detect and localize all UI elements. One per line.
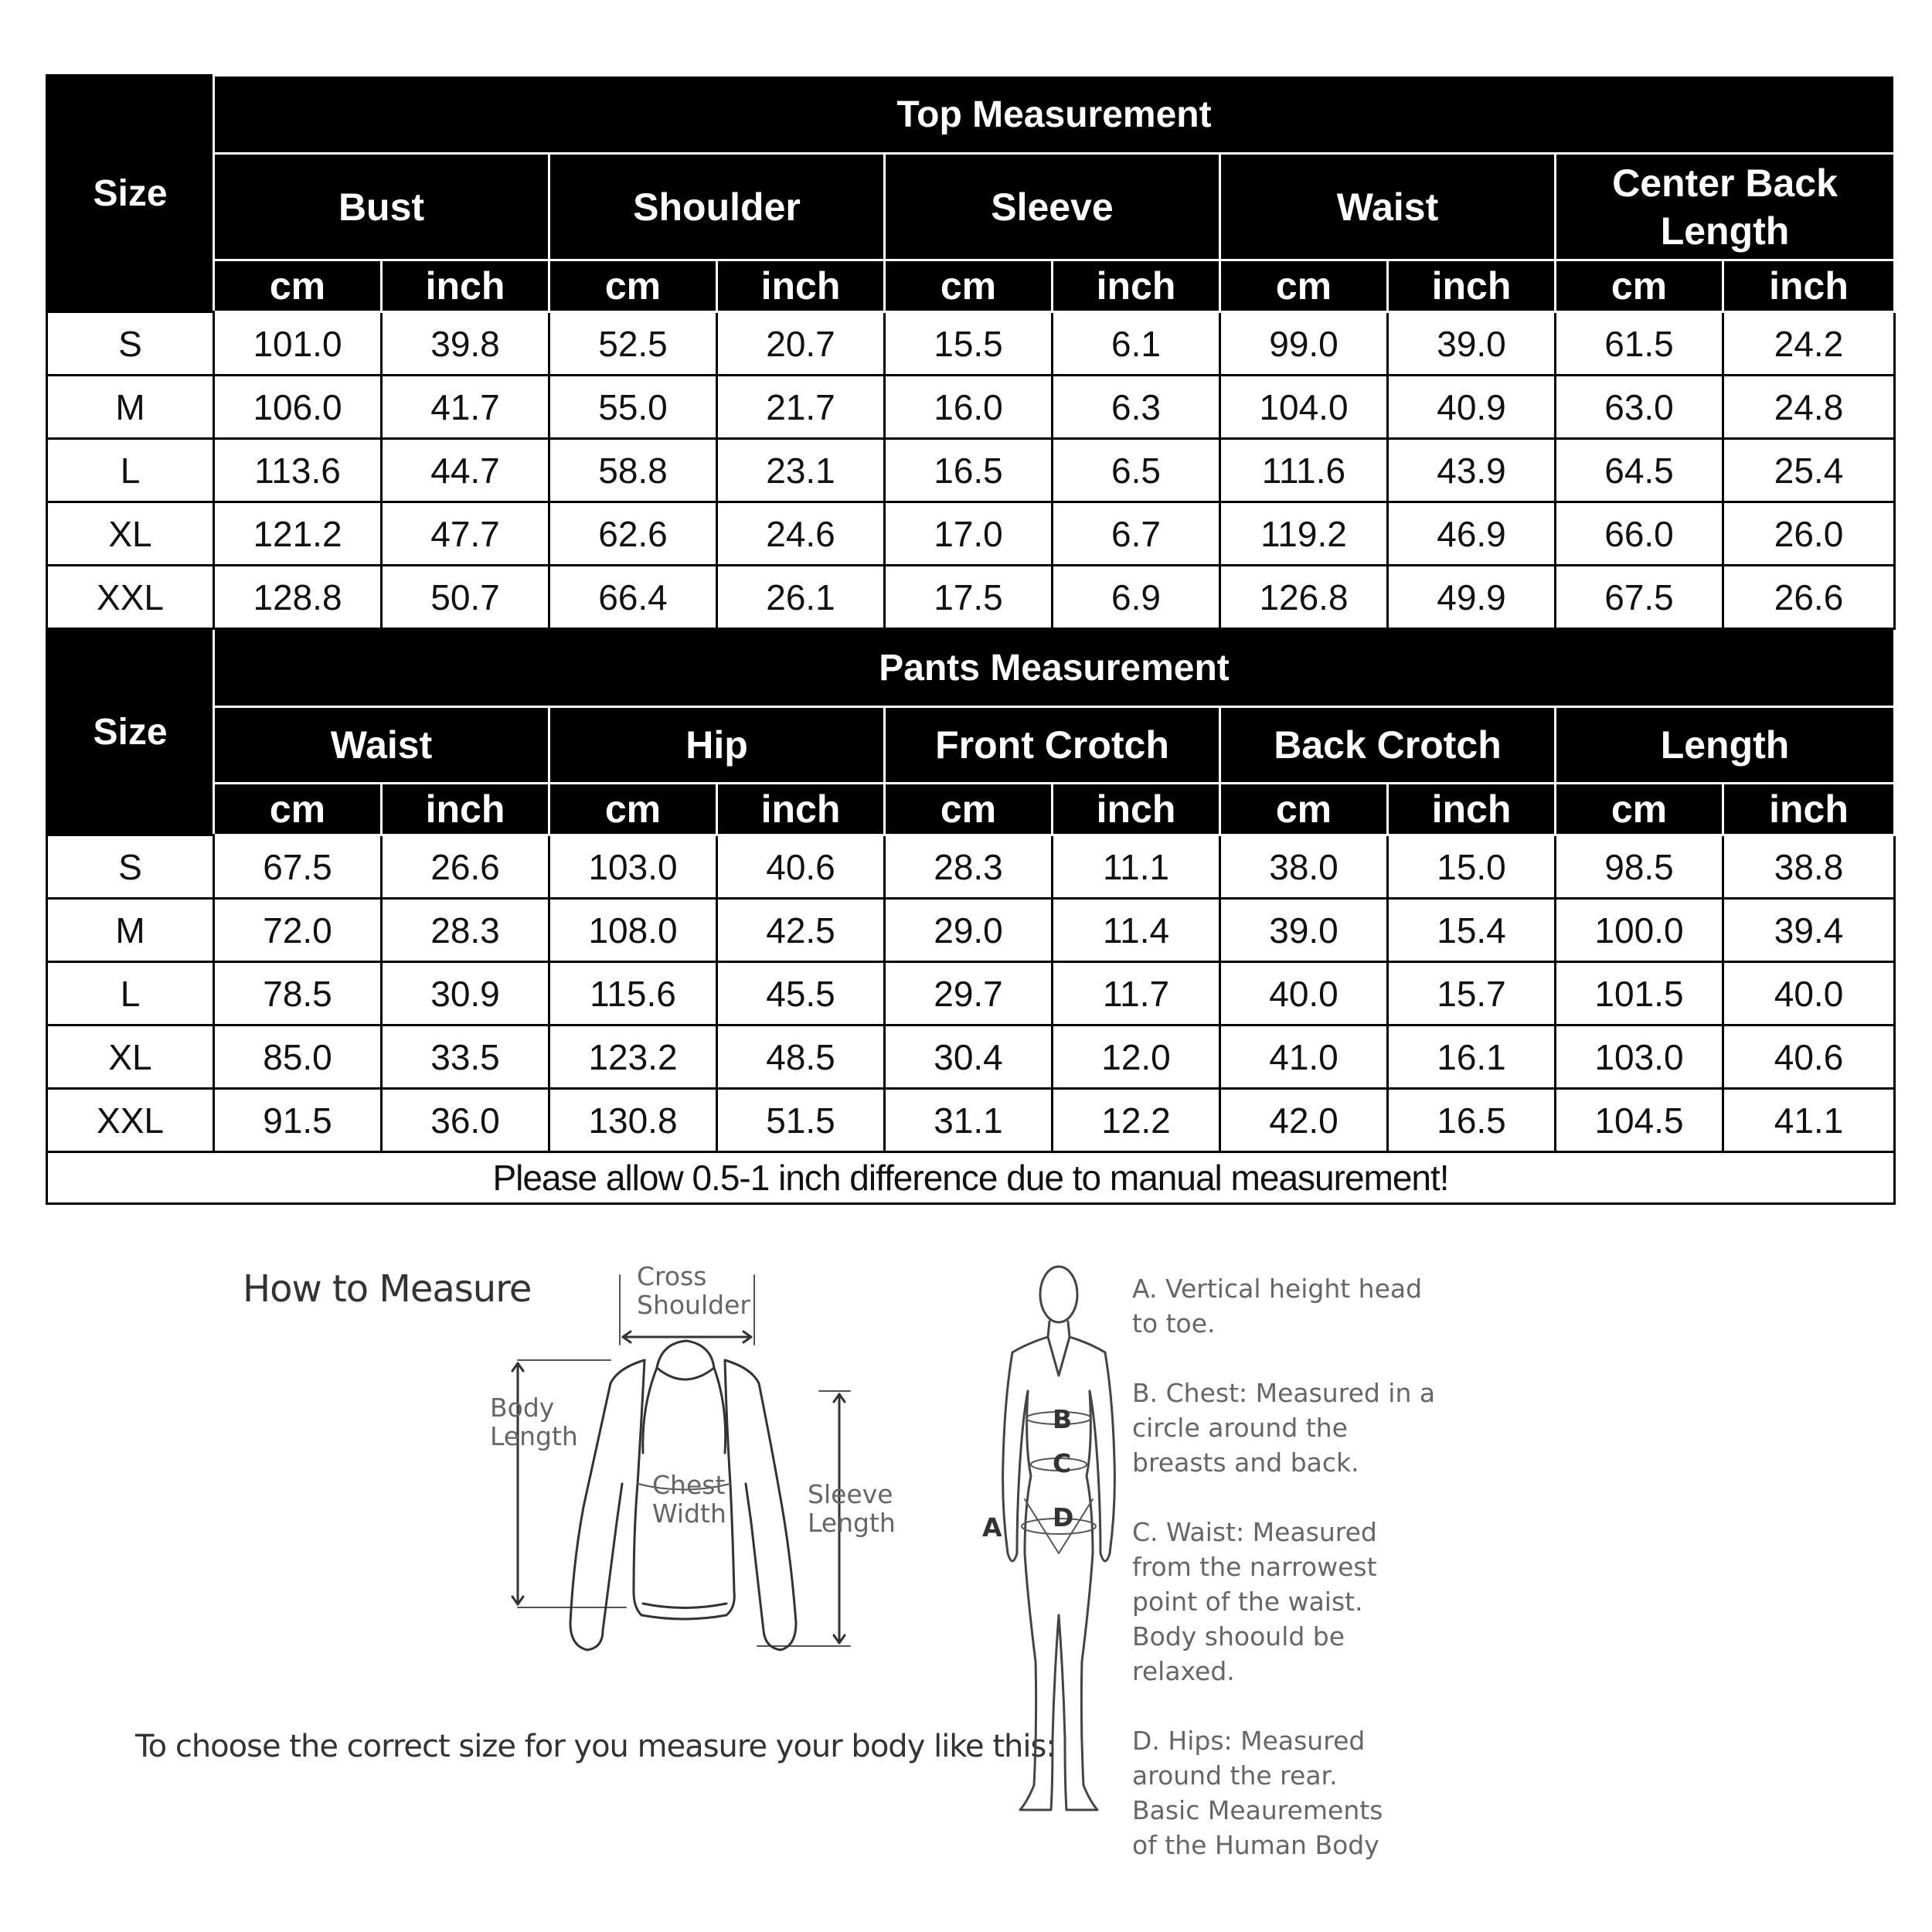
measurement-cell: 24.2 [1723, 312, 1895, 376]
measurement-cell: 62.6 [549, 502, 717, 566]
measurement-cell: 45.5 [717, 962, 885, 1026]
measurement-cell: 40.6 [717, 835, 885, 899]
measurement-cell: 26.6 [382, 835, 549, 899]
table-row [47, 439, 1895, 502]
measurement-cell: 51.5 [717, 1089, 885, 1152]
measurement-definitions [1132, 1271, 1441, 1897]
table-row [47, 502, 1895, 566]
measurement-cell: 38.0 [1220, 835, 1388, 899]
pants-measure-names [47, 707, 1895, 784]
note-row [47, 1152, 1895, 1204]
measurement-cell: 30.9 [382, 962, 549, 1026]
measurement-cell: 6.1 [1053, 312, 1220, 376]
measurement-cell: 106.0 [214, 376, 382, 439]
measurement-cell: 46.9 [1388, 502, 1556, 566]
body-letter-b: B [1053, 1404, 1073, 1434]
measurement-cell: 15.0 [1388, 835, 1556, 899]
measurement-cell: 98.5 [1556, 835, 1723, 899]
measurement-cell: 17.5 [885, 566, 1053, 629]
measurement-cell: 41.7 [382, 376, 549, 439]
measurement-cell: 47.7 [382, 502, 549, 566]
measurement-cell: 63.0 [1556, 376, 1723, 439]
table-row [47, 312, 1895, 376]
table-row [47, 376, 1895, 439]
unit-inch: inch [1388, 784, 1556, 835]
measurement-cell: 40.0 [1723, 962, 1895, 1026]
measurement-cell: 16.1 [1388, 1026, 1556, 1089]
measurement-cell: 128.8 [214, 566, 382, 629]
pants-col-length: Length [1556, 707, 1895, 784]
measurement-cell: 15.4 [1388, 899, 1556, 962]
top-measure-names [47, 154, 1895, 260]
unit-cm: cm [549, 784, 717, 835]
body-letter-c: C [1053, 1448, 1072, 1478]
measurement-cell: 6.9 [1053, 566, 1220, 629]
measurement-cell: 130.8 [549, 1089, 717, 1152]
measurement-cell: 61.5 [1556, 312, 1723, 376]
unit-inch: inch [382, 260, 549, 312]
measurement-cell: 29.7 [885, 962, 1053, 1026]
measurement-cell: 25.4 [1723, 439, 1895, 502]
table-row [47, 962, 1895, 1026]
measurement-cell: 67.5 [1556, 566, 1723, 629]
measurement-cell: 50.7 [382, 566, 549, 629]
measurement-cell: 39.8 [382, 312, 549, 376]
measurement-cell: 15.5 [885, 312, 1053, 376]
measurement-cell: 40.9 [1388, 376, 1556, 439]
unit-cm: cm [214, 260, 382, 312]
size-cell: M [47, 899, 214, 962]
pants-col-front-crotch: Front Crotch [885, 707, 1220, 784]
measurement-cell: 55.0 [549, 376, 717, 439]
size-cell: XXL [47, 1089, 214, 1152]
measurement-cell: 16.0 [885, 376, 1053, 439]
definition-a: A. Vertical height head to toe. [1132, 1274, 1423, 1338]
measurement-cell: 16.5 [1388, 1089, 1556, 1152]
measurement-cell: 123.2 [549, 1026, 717, 1089]
measurement-cell: 28.3 [885, 835, 1053, 899]
definition-b: B. Chest: Measured in a circle around the breasts and back. [1132, 1378, 1436, 1478]
pants-size-header: Size [47, 629, 214, 835]
definition-d: D. Hips: Measured around the rear. Basic Meaurements of the Human Body [1132, 1726, 1383, 1860]
unit-inch: inch [717, 260, 885, 312]
unit-inch: inch [382, 784, 549, 835]
measurement-cell: 101.5 [1556, 962, 1723, 1026]
chest-width-label: Chest Width [652, 1470, 726, 1529]
size-cell: XL [47, 1026, 214, 1089]
table-row [47, 566, 1895, 629]
unit-cm: cm [885, 784, 1053, 835]
size-cell: S [47, 312, 214, 376]
measurement-cell: 39.0 [1220, 899, 1388, 962]
measurement-cell: 11.7 [1053, 962, 1220, 1026]
measurement-cell: 12.0 [1053, 1026, 1220, 1089]
unit-inch: inch [717, 784, 885, 835]
measurement-cell: 39.4 [1723, 899, 1895, 962]
top-col-sleeve: Sleeve [885, 154, 1220, 260]
measurement-cell: 26.6 [1723, 566, 1895, 629]
measurement-cell: 30.4 [885, 1026, 1053, 1089]
measurement-cell: 16.5 [885, 439, 1053, 502]
measurement-cell: 44.7 [382, 439, 549, 502]
top-size-header: Size [47, 76, 214, 312]
top-col-waist: Waist [1220, 154, 1556, 260]
measurement-cell: 126.8 [1220, 566, 1388, 629]
measurement-cell: 24.6 [717, 502, 885, 566]
measurement-cell: 72.0 [214, 899, 382, 962]
measurement-cell: 41.1 [1723, 1089, 1895, 1152]
unit-cm: cm [1556, 260, 1723, 312]
measurement-cell: 15.7 [1388, 962, 1556, 1026]
size-chart-table [46, 74, 1896, 1205]
size-cell: XL [47, 502, 214, 566]
measurement-cell: 103.0 [549, 835, 717, 899]
table-row [47, 899, 1895, 962]
pants-col-back-crotch: Back Crotch [1220, 707, 1556, 784]
measurement-cell: 121.2 [214, 502, 382, 566]
measurement-cell: 115.6 [549, 962, 717, 1026]
measurement-cell: 29.0 [885, 899, 1053, 962]
body-diagram [997, 1260, 1136, 1832]
top-measurement-title: Top Measurement [214, 76, 1895, 154]
unit-cm: cm [214, 784, 382, 835]
unit-cm: cm [885, 260, 1053, 312]
unit-inch: inch [1053, 784, 1220, 835]
measurement-cell: 31.1 [885, 1089, 1053, 1152]
measurement-cell: 26.1 [717, 566, 885, 629]
unit-inch: inch [1053, 260, 1220, 312]
unit-cm: cm [549, 260, 717, 312]
measurement-cell: 42.0 [1220, 1089, 1388, 1152]
measurement-cell: 91.5 [214, 1089, 382, 1152]
measurement-cell: 24.8 [1723, 376, 1895, 439]
measurement-cell: 100.0 [1556, 899, 1723, 962]
measurement-cell: 38.8 [1723, 835, 1895, 899]
top-units-row [47, 260, 1895, 312]
size-cell: XXL [47, 566, 214, 629]
measurement-cell: 20.7 [717, 312, 885, 376]
pants-col-hip: Hip [549, 707, 885, 784]
measurement-cell: 104.0 [1220, 376, 1388, 439]
size-cell: L [47, 439, 214, 502]
top-col-center-back-length: Center Back Length [1556, 154, 1895, 260]
size-cell: M [47, 376, 214, 439]
measurement-cell: 33.5 [382, 1026, 549, 1089]
measurement-cell: 28.3 [382, 899, 549, 962]
how-to-measure-title: How to Measure [243, 1267, 532, 1311]
measurement-cell: 6.3 [1053, 376, 1220, 439]
unit-inch: inch [1723, 784, 1895, 835]
top-col-bust: Bust [214, 154, 549, 260]
top-col-shoulder: Shoulder [549, 154, 885, 260]
measurement-cell: 23.1 [717, 439, 885, 502]
pants-measurement-title: Pants Measurement [214, 629, 1895, 707]
table-row [47, 1026, 1895, 1089]
body-letter-d: D [1053, 1502, 1074, 1532]
body-letter-a: A [982, 1512, 1002, 1543]
measurement-cell: 111.6 [1220, 439, 1388, 502]
unit-cm: cm [1220, 260, 1388, 312]
measurement-cell: 11.4 [1053, 899, 1220, 962]
table-row [47, 1089, 1895, 1152]
measurement-cell: 39.0 [1388, 312, 1556, 376]
measure-instruction: To choose the correct size for you measure your body like this: [135, 1729, 1056, 1764]
measurement-cell: 108.0 [549, 899, 717, 962]
measurement-cell: 49.9 [1388, 566, 1556, 629]
measurement-cell: 21.7 [717, 376, 885, 439]
measurement-cell: 6.5 [1053, 439, 1220, 502]
measurement-cell: 66.0 [1556, 502, 1723, 566]
cross-shoulder-label: Cross Shoulder [637, 1261, 750, 1320]
measurement-cell: 85.0 [214, 1026, 382, 1089]
body-length-label: Body Length [490, 1393, 578, 1451]
top-section-header [47, 76, 1895, 154]
measurement-cell: 104.5 [1556, 1089, 1723, 1152]
unit-cm: cm [1556, 784, 1723, 835]
table-row [47, 835, 1895, 899]
measurement-cell: 67.5 [214, 835, 382, 899]
measurement-cell: 26.0 [1723, 502, 1895, 566]
measurement-cell: 58.8 [549, 439, 717, 502]
pants-col-waist: Waist [214, 707, 549, 784]
measurement-cell: 99.0 [1220, 312, 1388, 376]
definition-c: C. Waist: Measured from the narrowest point of the waist. Body shoould be relaxed. [1132, 1517, 1377, 1686]
unit-inch: inch [1723, 260, 1895, 312]
measurement-cell: 11.1 [1053, 835, 1220, 899]
measurement-cell: 6.7 [1053, 502, 1220, 566]
size-cell: S [47, 835, 214, 899]
measurement-cell: 40.0 [1220, 962, 1388, 1026]
pants-section-header [47, 629, 1895, 707]
unit-cm: cm [1220, 784, 1388, 835]
measurement-cell: 119.2 [1220, 502, 1388, 566]
measurement-cell: 66.4 [549, 566, 717, 629]
measurement-cell: 12.2 [1053, 1089, 1220, 1152]
measurement-cell: 48.5 [717, 1026, 885, 1089]
measurement-cell: 64.5 [1556, 439, 1723, 502]
measurement-note: Please allow 0.5-1 inch difference due to manual measurement! [47, 1152, 1895, 1204]
measurement-cell: 17.0 [885, 502, 1053, 566]
measurement-cell: 42.5 [717, 899, 885, 962]
pants-units-row [47, 784, 1895, 835]
measurement-cell: 78.5 [214, 962, 382, 1026]
measurement-cell: 41.0 [1220, 1026, 1388, 1089]
unit-inch: inch [1388, 260, 1556, 312]
measurement-cell: 101.0 [214, 312, 382, 376]
measurement-cell: 40.6 [1723, 1026, 1895, 1089]
sleeve-length-label: Sleeve Length [808, 1479, 896, 1538]
measurement-cell: 36.0 [382, 1089, 549, 1152]
measurement-cell: 43.9 [1388, 439, 1556, 502]
measurement-cell: 52.5 [549, 312, 717, 376]
size-cell: L [47, 962, 214, 1026]
measurement-cell: 113.6 [214, 439, 382, 502]
measurement-cell: 103.0 [1556, 1026, 1723, 1089]
